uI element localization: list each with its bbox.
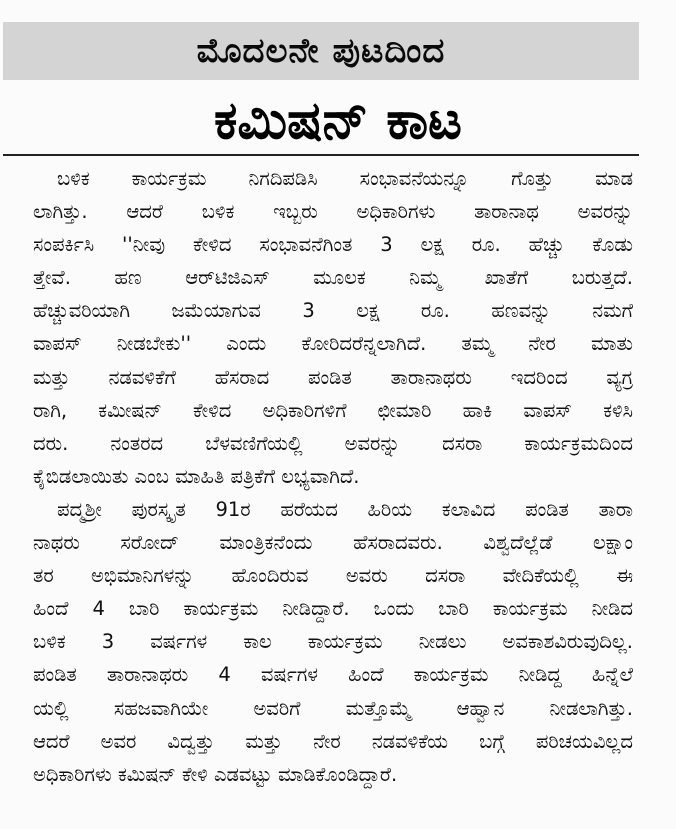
paragraph-line: ಪದ್ಮಶ್ರೀ ಪುರಸ್ಕೃತ 91ರ ಹರೆಯದ ಹಿರಿಯ ಕಲಾವಿದ ಪಂಡಿತ ತಾರಾ (57, 497, 633, 521)
article-paragraph-1 (33, 162, 633, 493)
paragraph-line: ಅಧಿಕಾರಿಗಳು ಕಮಿಷನ್ ಕೇಳಿ ಎಡವಟ್ಟು ಮಾಡಿಕೊಂಡಿದ್ದಾರೆ. (33, 762, 398, 786)
paragraph-line: ಕೈಬಿಡಲಾಯಿತು ಎಂಬ ಮಾಹಿತಿ ಪತ್ರಿಕೆಗೆ ಲಭ್ಯವಾಗಿದೆ. (33, 464, 360, 488)
paragraph-line: ಆದರೆ ಅವರ ವಿದ್ವತ್ತು ಮತ್ತು ನೇರ ನಡವಳಿಕೆಯ ಬಗ್ಗೆ ಪರಿಚಯವಿಲ್ಲದ (33, 729, 633, 753)
paragraph-line: ಹೆಚ್ಚುವರಿಯಾಗಿ ಜಮೆಯಾಗುವ 3 ಲಕ್ಷ ರೂ. ಹಣವನ್ನು ನಮಗೆ (33, 299, 633, 323)
article-paragraph-2 (33, 493, 633, 791)
paragraph-line: ಸಂಪರ್ಕಿಸಿ ''ನೀವು ಕೇಳಿದ ಸಂಭಾವನೆಗಿಂತ 3 ಲಕ್ಷ ರೂ. ಹೆಚ್ಚು ಕೊಡು (33, 233, 633, 257)
paragraph-line: ತ್ತೇವೆ. ಹಣ ಆರ್‌ಟಿಜಿಎಸ್ ಮೂಲಕ ನಿಮ್ಮ ಖಾತೆಗೆ ಬರುತ್ತದೆ. (33, 266, 633, 290)
paragraph-line: ಲಾಗಿತ್ತು. ಆದರೆ ಬಳಿಕ ಇಬ್ಬರು ಅಧಿಕಾರಿಗಳು ತಾರಾನಾಥ ಅವರನ್ನು (33, 200, 633, 224)
paragraph-line: ವಾಪಸ್ ನೀಡಬೇಕು'' ಎಂದು ಕೋರಿದರೆನ್ನಲಾಗಿದೆ. ತಮ್ಮ ನೇರ ಮಾತು (33, 332, 633, 356)
section-kicker: ಮೊದಲನೇ ಪುಟದಿಂದ (196, 31, 446, 71)
headline: ಕಮಿಷನ್ ಕಾಟ (213, 90, 463, 151)
section-kicker-band (3, 22, 639, 80)
paragraph-line: ಯಲ್ಲಿ ಸಹಜವಾಗಿಯೇ ಅವರಿಗೆ ಮತ್ತೊಮ್ಮೆ ಆಹ್ವಾನ ನೀಡಲಾಗಿತ್ತು. (33, 696, 633, 720)
paragraph-line: ಬಳಿಕ ಕಾರ್ಯಕ್ರಮ ನಿಗದಿಪಡಿಸಿ ಸಂಭಾವನೆಯನ್ನೂ ಗೊತ್ತು ಮಾಡ (57, 167, 633, 190)
paragraph-line: ಮತ್ತು ನಡವಳಿಕೆಗೆ ಹೆಸರಾದ ಪಂಡಿತ ತಾರಾನಾಥರು ಇದರಿಂದ ವ್ಯಗ್ರ (33, 365, 633, 389)
paragraph-line: ದರು. ನಂತರದ ಬೆಳವಣಿಗೆಯಲ್ಲಿ ಅವರನ್ನು ದಸರಾ ಕಾರ್ಯಕ್ರಮದಿಂದ (33, 431, 633, 455)
headline-rule (3, 154, 639, 156)
paragraph-line: ನಾಥರು ಸರೋದ್ ಮಾಂತ್ರಿಕನೆಂದು ಹೆಸರಾದವರು. ವಿಶ್ವದೆಲ್ಲೆಡೆ ಲಕ್ಷಾಂ (33, 531, 633, 555)
paragraph-line: ಬಳಿಕ 3 ವರ್ಷಗಳ ಕಾಲ ಕಾರ್ಯಕ್ರಮ ನೀಡಲು ಅವಕಾಶವಿರುವುದಿಲ್ಲ. (33, 630, 633, 654)
paragraph-line: ತರ ಅಭಿಮಾನಿಗಳನ್ನು ಹೊಂದಿರುವ ಅವರು ದಸರಾ ವೇದಿಕೆಯಲ್ಲಿ ಈ (33, 564, 633, 588)
paragraph-line: ರಾಗಿ, ಕಮೀಷನ್ ಕೇಳಿದ ಅಧಿಕಾರಿಗಳಿಗೆ ಛೀಮಾರಿ ಹಾಕಿ ವಾಪಸ್ ಕಳಿಸಿ (33, 398, 633, 422)
article-body (33, 162, 633, 791)
paragraph-line: ಪಂಡಿತ ತಾರಾನಾಥರು 4 ವರ್ಷಗಳ ಹಿಂದೆ ಕಾರ್ಯಕ್ರಮ ನೀಡಿದ್ದ ಹಿನ್ನೆಲೆ (33, 663, 633, 687)
paragraph-line: ಹಿಂದೆ 4 ಬಾರಿ ಕಾರ್ಯಕ್ರಮ ನೀಡಿದ್ದಾರೆ. ಒಂದು ಬಾರಿ ಕಾರ್ಯಕ್ರಮ ನೀಡಿದ (33, 597, 633, 621)
